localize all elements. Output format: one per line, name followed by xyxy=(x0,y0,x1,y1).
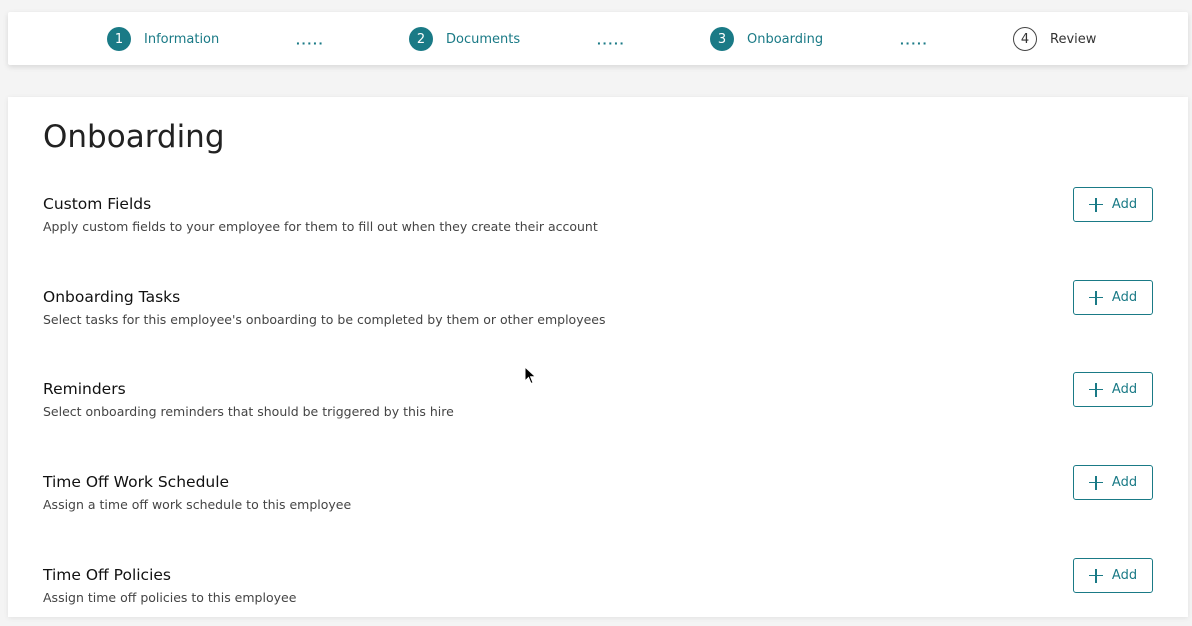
button-label: Add xyxy=(1111,475,1138,490)
add-time-off-policies-button[interactable] xyxy=(1073,558,1153,593)
button-label: Add xyxy=(1111,382,1138,397)
section-description: Select onboarding reminders that should be triggered by this hire xyxy=(43,404,454,419)
section-title: Time Off Policies xyxy=(43,566,171,584)
step-separator: ····· xyxy=(900,35,929,51)
section-title: Time Off Work Schedule xyxy=(43,473,230,491)
plus-icon xyxy=(1089,476,1103,490)
plus-icon xyxy=(1089,198,1103,212)
step-number: 3 xyxy=(710,27,734,51)
add-custom-fields-button[interactable] xyxy=(1073,187,1153,222)
step-label: Documents xyxy=(446,31,521,47)
add-time-off-work-schedule-button[interactable] xyxy=(1073,465,1153,500)
add-reminders-button[interactable] xyxy=(1073,372,1153,407)
section-title: Onboarding Tasks xyxy=(43,288,181,306)
section-description: Assign a time off work schedule to this employee xyxy=(43,497,352,512)
step-label: Information xyxy=(144,31,220,47)
plus-icon xyxy=(1089,291,1103,305)
section-description: Assign time off policies to this employee xyxy=(43,590,297,605)
button-label: Add xyxy=(1111,197,1138,212)
add-onboarding-tasks-button[interactable] xyxy=(1073,280,1153,315)
step-number: 4 xyxy=(1013,27,1037,51)
section-title: Reminders xyxy=(43,380,126,398)
step-information[interactable] xyxy=(107,26,219,52)
progress-stepper xyxy=(8,12,1188,65)
step-onboarding[interactable] xyxy=(710,26,823,52)
page-title: Onboarding xyxy=(43,119,225,155)
button-label: Add xyxy=(1111,568,1138,583)
step-separator: ····· xyxy=(597,35,626,51)
section-time-off-work-schedule xyxy=(43,473,1153,533)
section-description: Apply custom fields to your employee for them to fill out when they create their account xyxy=(43,219,598,234)
section-description: Select tasks for this employee's onboarding to be completed by them or other employees xyxy=(43,312,606,327)
section-time-off-policies xyxy=(43,566,1153,626)
plus-icon xyxy=(1089,383,1103,397)
step-label: Review xyxy=(1050,31,1097,47)
onboarding-card xyxy=(8,97,1188,617)
button-label: Add xyxy=(1111,290,1138,305)
plus-icon xyxy=(1089,569,1103,583)
step-documents[interactable] xyxy=(409,26,520,52)
section-reminders xyxy=(43,380,1153,440)
section-onboarding-tasks xyxy=(43,288,1153,348)
step-number: 1 xyxy=(107,27,131,51)
mouse-cursor-icon xyxy=(524,366,538,386)
section-custom-fields xyxy=(43,195,1153,255)
step-review[interactable] xyxy=(1013,26,1096,52)
step-separator: ····· xyxy=(296,35,325,51)
step-number: 2 xyxy=(409,27,433,51)
section-title: Custom Fields xyxy=(43,195,152,213)
step-label: Onboarding xyxy=(747,31,824,47)
